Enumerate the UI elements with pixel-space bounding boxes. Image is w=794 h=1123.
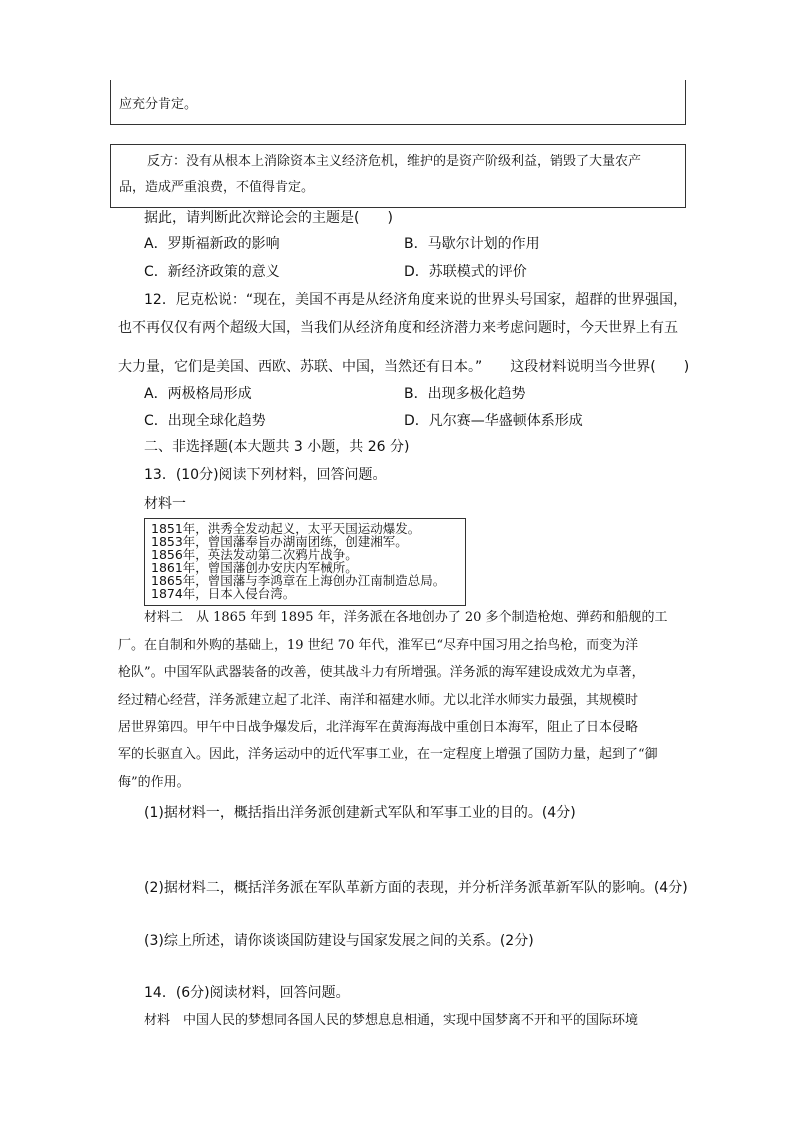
timeline-entry: 1874年，日本入侵台湾。 [151,586,296,601]
opponent-line-1: 反方：没有从根本上消除资本主义经济危机，维护的是资产阶级利益，销毁了大量农产 [147,154,642,169]
timeline-entry: 1856年，英法发动第二次鸦片战争。 [151,547,358,562]
material-2-line: 枪队”。中国军队武器装备的改善，使其战斗力有所增强。洋务派的海军建设成效尤为卓著， [118,665,645,680]
q13-sub-3: (3)综上所述，请你谈谈国防建设与国家发展之间的关系。(2分) [144,933,534,949]
q13-sub-1: (1)据材料一，概括指出洋务派创建新式军队和军事工业的目的。(4分) [144,805,576,821]
section-2-title: 二、非选择题(本大题共 3 小题，共 26 分) [144,439,410,455]
q12-option-c: C．出现全球化趋势 [144,413,266,429]
q11-stem: 据此，请判断此次辩论会的主题是( ) [144,210,393,226]
material-2-line: 厂。在自制和外购的基础上，19 世纪 70 年代，淮军已“尽弃中国习用之抬鸟枪，而变为洋 [118,638,639,653]
q12-line-3: 大力量，它们是美国、西欧、苏联、中国，当然还有日本。” 这段材料说明当今世界( ) [118,359,690,375]
material-2-line: 侮”的作用。 [118,775,190,790]
q13-stem: 13．(10分)阅读下列材料，回答问题。 [144,467,387,483]
opponent-box [110,144,686,208]
q11-option-a: A．罗斯福新政的影响 [144,236,280,252]
timeline-entry: 1865年，曾国藩与李鸿章在上海创办江南制造总局。 [151,573,446,588]
q12-option-b: B．出现多极化趋势 [404,386,526,402]
q11-option-c: C．新经济政策的意义 [144,264,280,280]
timeline-entry: 1851年，洪秀全发动起义，太平天国运动爆发。 [151,521,421,536]
timeline-entry: 1861年，曾国藩创办安庆内军械所。 [151,560,358,575]
top-box-text: 应充分肯定。 [119,97,198,112]
material-2-line: 经过精心经营，洋务派建立起了北洋、南洋和福建水师。尤以北洋水师实力最强，其规模时 [118,693,639,708]
q11-option-b: B．马歇尔计划的作用 [404,236,540,252]
material-2-line: 居世界第四。甲午中日战争爆发后，北洋海军在黄海海战中重创日本海军，阻止了日本侵略 [118,720,639,735]
q13-material-1-label: 材料一 [144,496,186,512]
q14-stem: 14．(6分)阅读材料，回答问题。 [144,985,350,1001]
q12-line-2: 也不再仅仅有两个超级大国，当我们从经济角度和经济潜力来考虑问题时，今天世界上有五 [118,320,678,336]
material-2-line: 材料二 从 1865 年到 1895 年，洋务派在各地创办了 20 多个制造枪炮、弹药和船舰的工 [144,610,668,625]
q12-option-a: A．两极格局形成 [144,386,252,402]
material-2-line: 军的长驱直入。因此，洋务运动中的近代军事工业，在一定程度上增强了国防力量，起到了“御 [118,747,658,762]
q14-material: 材料 中国人民的梦想同各国人民的梦想息息相通，实现中国梦离不开和平的国际环境 [144,1013,639,1028]
timeline-entry: 1853年，曾国藩奉旨办湖南团练，创建湘军。 [151,534,408,549]
q12-line-1: 12．尼克松说：“现在，美国不再是从经济角度来说的世界头号国家，超群的世界强国， [144,292,688,308]
opponent-line-2: 品，造成严重浪费，不值得肯定。 [119,180,315,195]
q13-sub-2: (2)据材料二，概括洋务派在军队革新方面的表现，并分析洋务派革新军队的影响。(4分) [144,880,688,896]
material-1-timeline-box [144,518,466,606]
q11-option-d: D．苏联模式的评价 [404,264,527,280]
q12-option-d: D．凡尔赛—华盛顿体系形成 [404,413,583,429]
top-answer-box [110,80,686,125]
